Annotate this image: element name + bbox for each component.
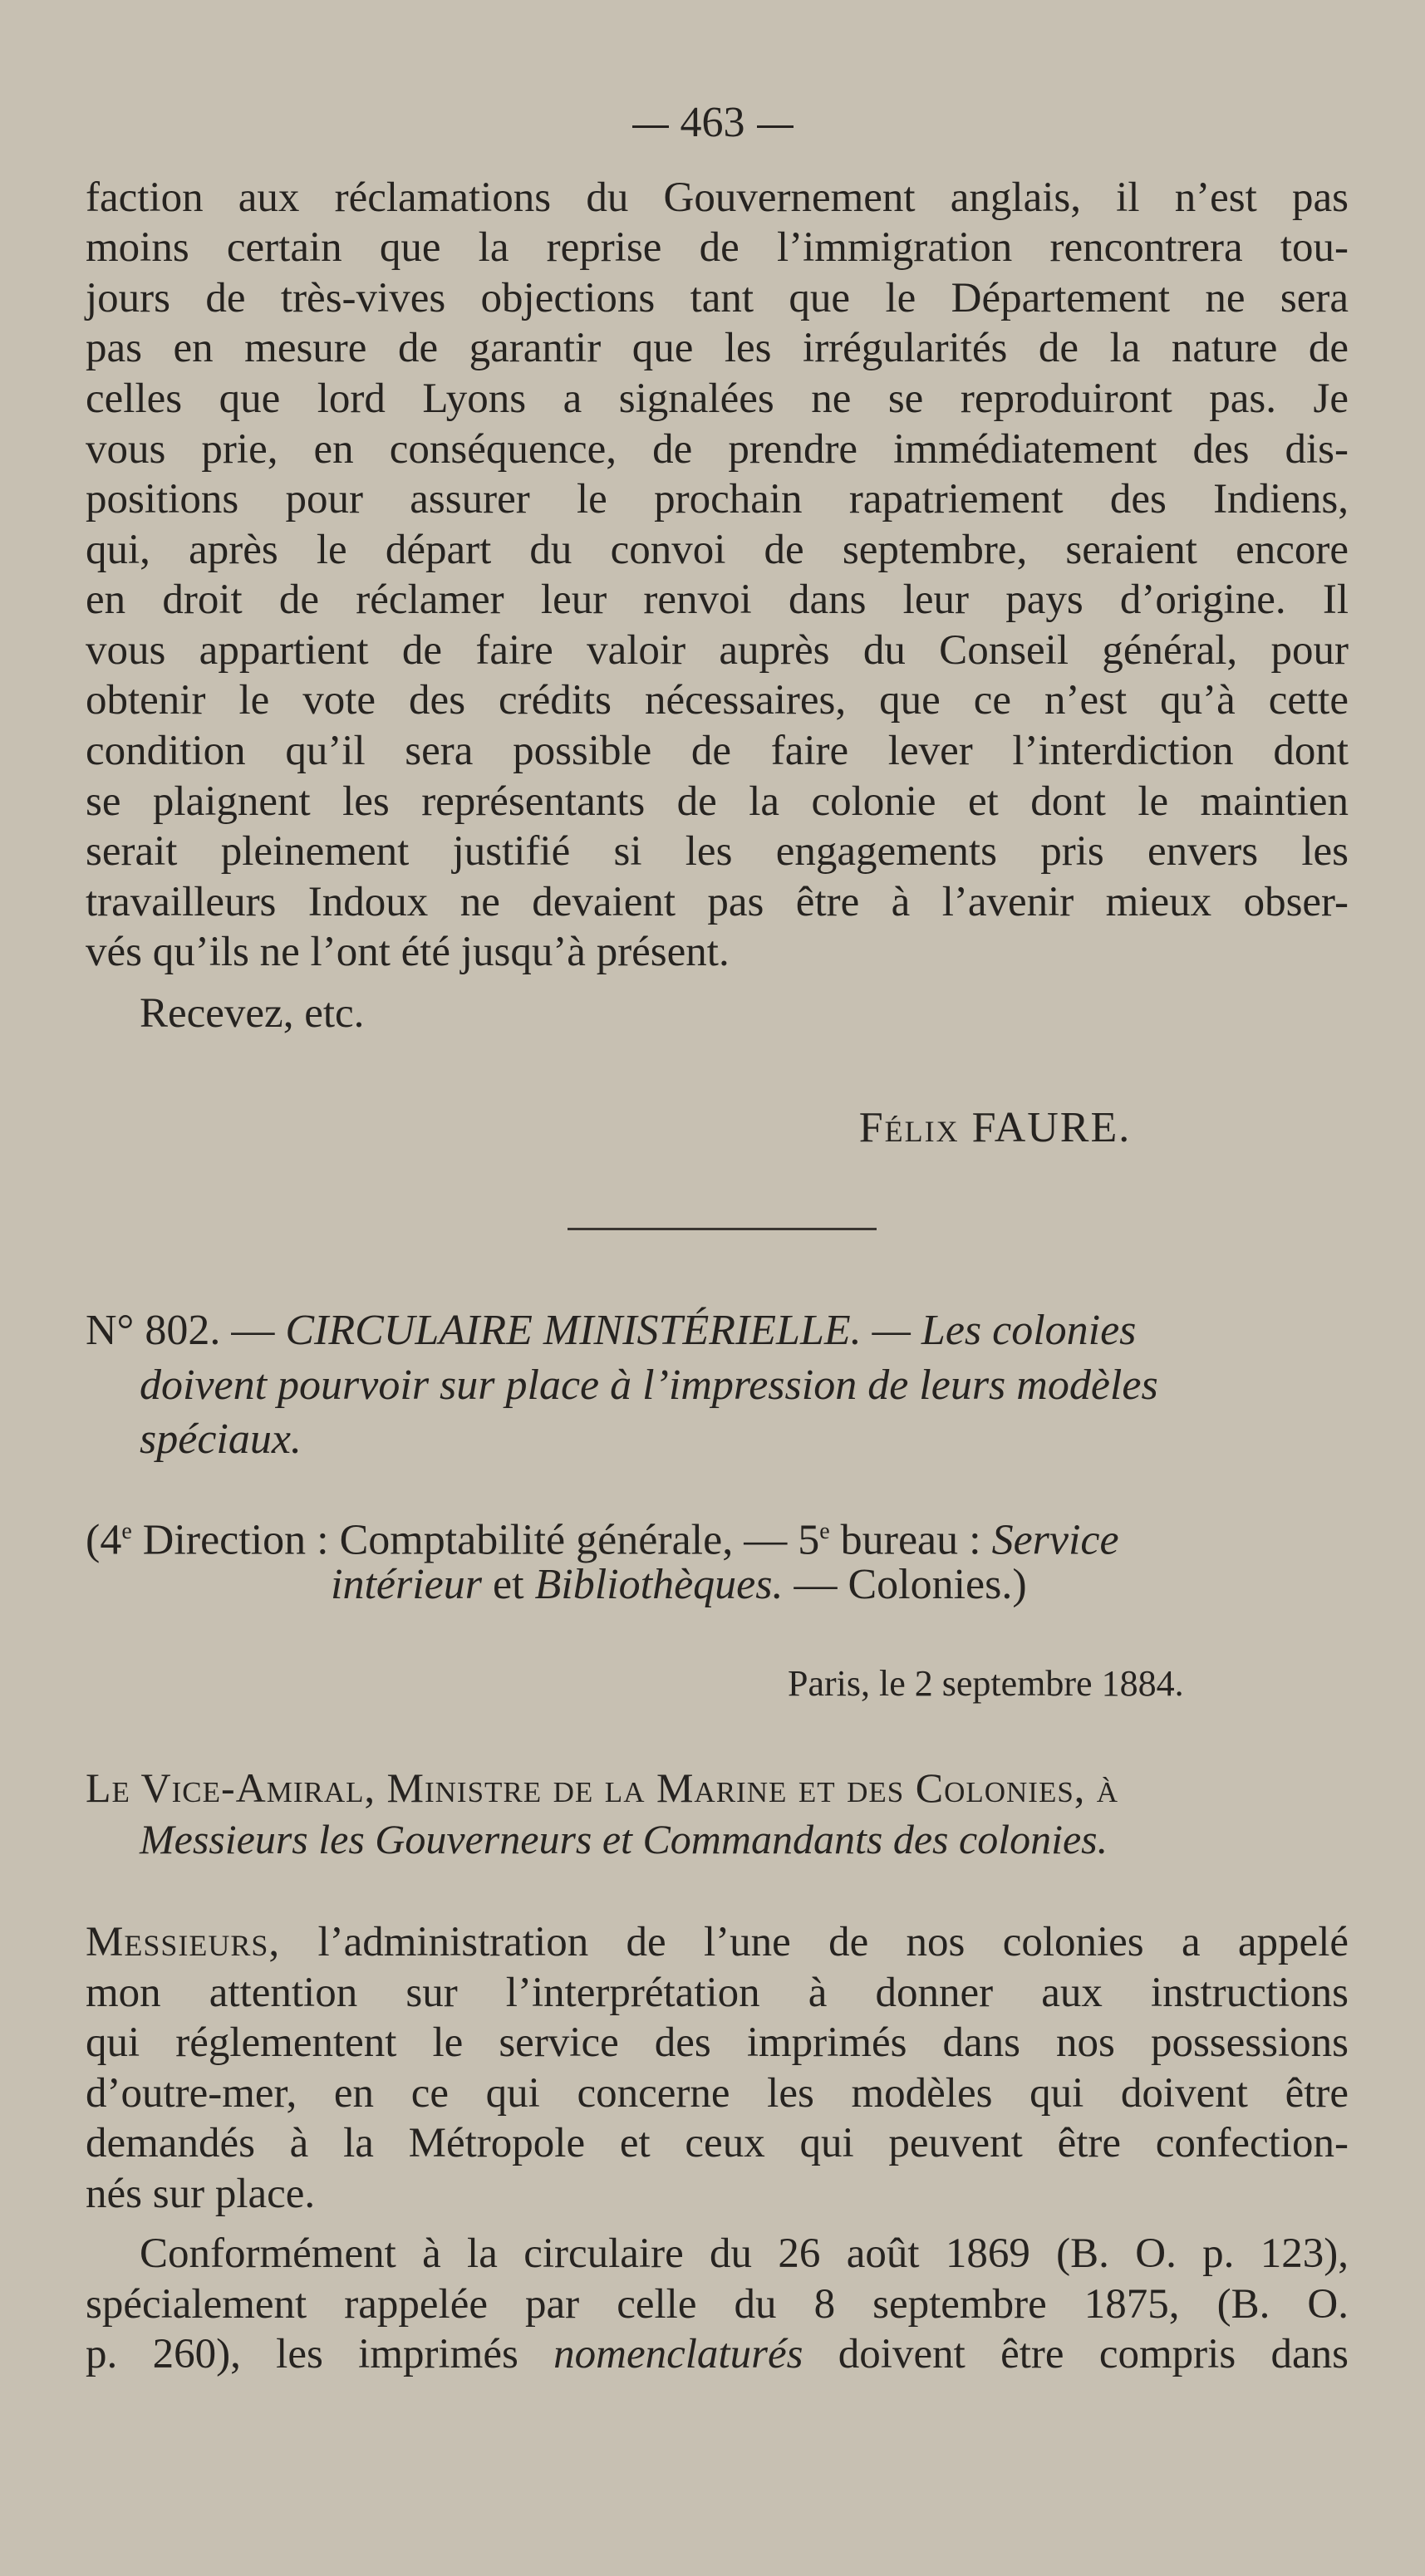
circular-heading: N° 802. — CIRCULAIRE MINISTÉRIELLE. — Les colonies bbox=[86, 1307, 1137, 1354]
circular-date: Paris, le 2 septembre 1884. bbox=[788, 1663, 1184, 1704]
circular-body-line: Conformément à la circulaire du 26 août 1869 (B. O. p. 123), bbox=[140, 2230, 1349, 2277]
body-line: vés qu’ils ne l’ont été jusqu’à présent. bbox=[86, 929, 730, 975]
page-number-dash-left bbox=[632, 125, 669, 128]
body-line: obtenir le vote des crédits nécessaires, que ce n’est qu’à cette bbox=[86, 677, 1349, 724]
circular-subject-line: doivent pourvoir sur place à l’impression de leurs modèles bbox=[140, 1362, 1158, 1409]
closing-formula: Recevez, etc. bbox=[140, 990, 365, 1037]
circular-body-line: nés sur place. bbox=[86, 2171, 316, 2217]
circular-recipients: Messieurs les Gouverneurs et Commandants des colonies. bbox=[140, 1816, 1108, 1862]
body-line: serait pleinement justifié si les engagements pris envers les bbox=[86, 828, 1349, 875]
circular-number: N° 802. bbox=[86, 1307, 221, 1354]
body-line: en droit de réclamer leur renvoi dans leur pays d’origine. Il bbox=[86, 577, 1349, 623]
page-number-dash-right bbox=[757, 125, 794, 128]
body-line: vous appartient de faire valoir auprès du Conseil général, pour bbox=[86, 627, 1349, 674]
circular-subject-line: spéciaux. bbox=[140, 1416, 302, 1463]
body-line: se plaignent les représentants de la colonie et dont le maintien bbox=[86, 778, 1349, 825]
body-line: condition qu’il sera possible de faire lever l’interdiction dont bbox=[86, 728, 1349, 774]
circular-body-line: Messieurs, l’administration de l’une de nos colonies a appelé bbox=[86, 1919, 1349, 1965]
body-line: qui, après le départ du convoi de septembre, seraient encore bbox=[86, 527, 1349, 573]
body-line: faction aux réclamations du Gouvernement anglais, il n’est pas bbox=[86, 174, 1349, 221]
body-line: vous prie, en conséquence, de prendre immédiatement des dis- bbox=[86, 426, 1349, 473]
circular-body-line: p. 260), les imprimés nomenclaturés doivent être compris dans bbox=[86, 2331, 1349, 2377]
body-line: celles que lord Lyons a signalées ne se reproduiront pas. Je bbox=[86, 375, 1349, 422]
body-line: travailleurs Indoux ne devaient pas être à l’avenir mieux obser- bbox=[86, 879, 1349, 925]
signature: Félix FAURE. bbox=[858, 1104, 1132, 1151]
circular-body-line: d’outre-mer, en ce qui concerne les modèles qui doivent être bbox=[86, 2070, 1349, 2117]
circular-type: CIRCULAIRE MINISTÉRIELLE. bbox=[285, 1307, 862, 1354]
body-line: pas en mesure de garantir que les irrégularités de la nature de bbox=[86, 325, 1349, 371]
circular-body-line: qui réglementent le service des imprimés dans nos possessions bbox=[86, 2019, 1349, 2066]
direction-line: (4e Direction : Comptabilité générale, — 5e bureau : Service bbox=[86, 1516, 1119, 1564]
circular-subject: — Les colonies bbox=[872, 1307, 1137, 1354]
body-line: jours de très-vives objections tant que le Département ne sera bbox=[86, 275, 1349, 321]
body-line: moins certain que la reprise de l’immigration rencontrera tou- bbox=[86, 224, 1349, 271]
direction-line: intérieur et Bibliothèques. — Colonies.) bbox=[331, 1561, 1027, 1608]
section-divider bbox=[568, 1228, 877, 1230]
page-number: 463 bbox=[0, 98, 1425, 148]
circular-sender: Le Vice-Amiral, Ministre de la Marine et des Colonies, à bbox=[86, 1764, 1119, 1811]
circular-body-line: spécialement rappelée par celle du 8 septembre 1875, (B. O. bbox=[86, 2281, 1349, 2328]
body-line: positions pour assurer le prochain rapatriement des Indiens, bbox=[86, 476, 1349, 523]
circular-body-line: mon attention sur l’interprétation à donner aux instructions bbox=[86, 1970, 1349, 2016]
circular-body-line: demandés à la Métropole et ceux qui peuvent être confection- bbox=[86, 2120, 1349, 2166]
